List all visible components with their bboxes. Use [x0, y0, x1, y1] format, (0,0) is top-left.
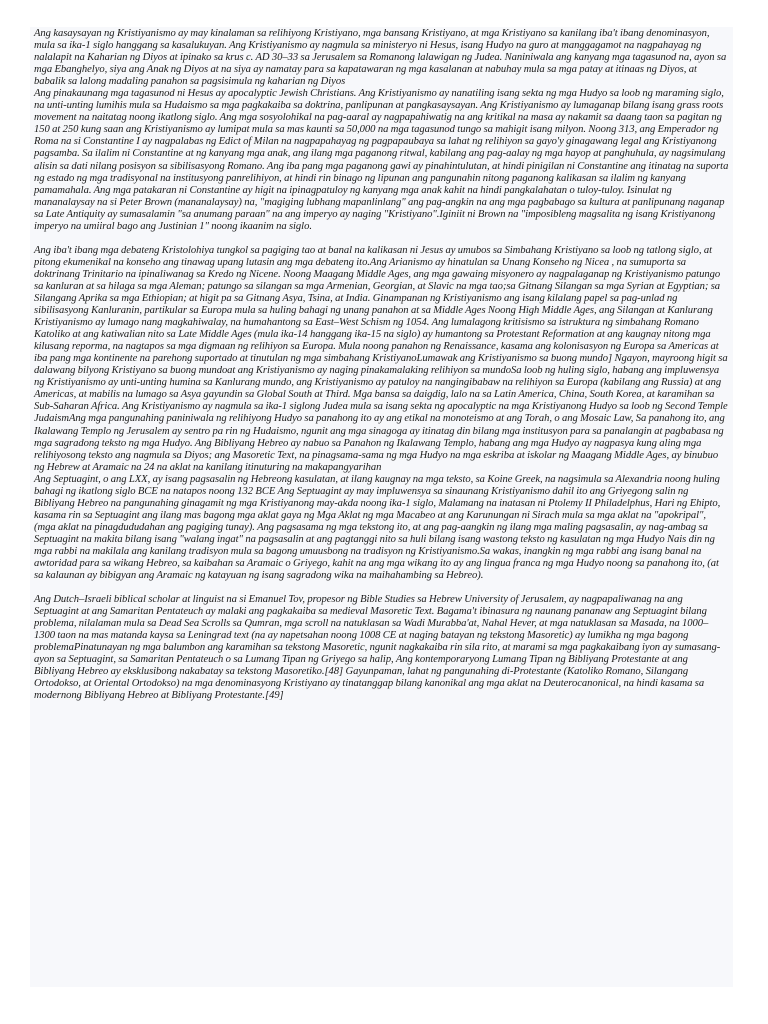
- paragraph-spacer: [34, 233, 729, 245]
- paragraph-early-followers: Ang pinakaunang mga tagasunod ni Hesus ay apocalyptic Jewish Christians. Ang Kristiyanismo ay nanatiling isang sekta ng mga Hudyo sa loob ng maraming siglo, na unti-unting lumihis mula sa Hudaismo sa mga pagkakaiba sa doktrina, panlipunan at pangkasaysayan. Ang Kristiyanismo ay lumaganap bilang isang grass roots movement na naitatag noong ikatlong siglo. Ang mga sosyolohikal na pag-aaral ay nagpapahiwatig na ang kritikal na masa ay nakamit sa daang taon sa pagitan ng 150 at 250 kung saan ang Kristiyanismo ay lumipat mula sa mas kaunti sa 50,000 na mga tagasunod tungo sa mahigit isang milyon. Noong 313, ang Emperador ng Roma na si Constantine I ay nagpalabas ng Edict of Milan na nagpapahayag ng pagpapaubaya sa lahat ng relihiyon sa gayo'y ginagawang legal ang Kristiyanong pagsamba. Sa ilalim ni Constantine at ng kanyang mga anak, ang ilang mga paganong ritwal, kabilang ang pag-aalay ng mga hayop at panghuhula, ay nagsimulang alisin sa dati nilang posisyon sa sibilisasyong Romano. Ang iba pang mga paganong gawi ay pinahintulutan, at hindi pinigilan ni Constantine ang itinatag na suporta ng estado ng mga tradisyonal na institusyong panrelihiyon, at hindi rin binago ng lipunan ang pangunahin nitong paganong kalikasan sa ilalim ng kanyang pamamahala. Ang mga patakaran ni Constantine ay higit na ipinagpatuloy ng kanyang mga anak kahit na hindi pangkalahatan o tuloy-tuloy. Isinulat ng mananalaysay na si Peter Brown (mananalaysay) na, "magiging lubhang mapanlinlang" ang pag-angkin na ang mga pagbabago sa kultura at panlipunang naganap sa Late Antiquity ay sumasalamin "sa anumang paraan" na ang imperyo ay naging "Kristiyano".Iginiit ni Brown na "imposibleng magsalita ng isang Kristiyanong imperyo na umiiral bago ang Justinian 1" noong ikaanim na siglo.: [34, 88, 729, 232]
- document-page: [30, 27, 733, 987]
- paragraph-christology-debates: Ang iba't ibang mga debateng Kristolohiya tungkol sa pagiging tao at banal na kalikasan ni Jesus ay umubos sa Simbahang Kristiyano sa loob ng tatlong siglo, at pitong ekumenikal na konseho ang tinawag upang lutasin ang mga debateng ito.Ang Arianismo ay hinatulan sa Unang Konseho ng Nicea , na sumuporta sa doktrinang Trinitario na ipinaliwanag sa Kredo ng Nicene. Noong Maagang Middle Ages, ang mga gawaing misyonero ay nagpalaganap ng Kristiyanismo patungo sa kanluran at sa hilaga sa mga Aleman; patungo sa silangan sa mga Armenian, Georgian, at Slavic na mga tao;sa Gitnang Silangan sa mga Syrian at Egyptian; sa Silangang Aprika sa mga Ethiopian; at higit pa sa Gitnang Asya, Tsina, at India. Ginampanan ng Kristiyanismo ang isang kilalang papel sa pag-unlad ng sibilisasyong Kanluranin, partikular sa Europa mula sa huling bahagi ng unang panahon at sa Middle Ages Noong High Middle Ages, ang Silangan at Kanlurang Kristiyanismo ay lumago nang magkahiwalay, na humahantong sa East–West Schism ng 1054. Ang lumalagong kritisismo sa istruktura ng simbahang Romano Katoliko at ang katiwalian nito sa Late Middle Ages (mula ika-14 hanggang ika-15 na siglo) ay humantong sa Protestant Reformation at ang kaugnay nitong mga kilusang reporma, na nagtapos sa mga digmaan ng relihiyon sa Europa. Mula noong panahon ng Renaissance, kasama ang kolonisasyon ng Europa sa Americas at iba pang mga kontinente na parehong suportado at tinutulan ng mga simbahang KristiyanoLumawak ang Kristiyanismo sa buong mundo] Ngayon, mayroong higit sa dalawang bilyong Kristiyano sa buong mundoat ang Kristiyanismo ay naging pinakamalaking relihiyon sa mundoSa loob ng huling siglo, habang ang impluwensya ng Kristiyanismo ay unti-unting humina sa Kanlurang mundo, ang Kristiyanismo ay patuloy na nangingibabaw na relihiyon sa Europa (kabilang ang Russia) at ang Americas, at mabilis na lumago sa Asya gayundin sa Global South at Third. Mga bansa sa daigdig, lalo na sa Latin America, China, South Korea, at karamihan sa Sub-Saharan Africa. Ang Kristiyanismo ay nagmula sa ika-1 siglong Judea mula sa isang sekta ng apocalyptic na mga Kristiyanong Hudyo sa loob ng Second Temple JudaismAng mga pangunahing paniniwala ng relihiyong Hudyo sa panahong ito ay ang etikal na monoteismo at ang Torah, o ang Mosaic Law, Sa panahong ito, ang Ikalawang Templo ng Jerusalem ay sentro pa rin ng Hudaismo, ngunit ang mga sinagoga ay itinatag din bilang mga institusyon para sa panalangin at pagbabasa ng mga sagradong teksto ng mga Hudyo. Ang Bibliyang Hebreo ay nabuo sa Panahon ng Ikalawang Templo, habang ang mga Hudyo ay nagpasya kung aling mga relihiyosong teksto ang nagmula sa Diyos; ang Masoretic Text, na pinagsama-sama ng mga Hudyo na mga eskriba at iskolar ng Maagang Middle Ages, ay binubuo ng Hebrew at Aramaic na 24 na aklat na kanilang itinuturing na makapangyarihan: [34, 244, 728, 473]
- paragraph-emanuel-tov: Ang Dutch–Israeli biblical scholar at linguist na si Emanuel Tov, propesor ng Bible Studies sa Hebrew University of Jerusalem, ay nagpapaliwanag na ang Septuagint at ang Samaritan Pentateuch ay malaki ang pagkakaiba sa medieval Masoretic Text. Bagama't ibinasura ng naunang pananaw ang Septuagint bilang problema, nilalaman mula sa Dead Sea Scrolls sa Qumran, mga scroll na natuklasan sa Wadi Murabba'at, Nahal Hever, at mga natuklasan sa Masada, na 1000–1300 taon na mas matanda kaysa sa Leningrad text (na ay napetsahan noong 1008 CE at naging batayan ng tekstong Masoretic) ay lumikha ng mga bagong problemaPinatunayan ng mga balumbon ang karamihan sa tekstong Masoretic, ngunit nagkakaiba rin sila rito, at marami sa mga pagkakaibang iyon ay sumasang-ayon sa Septuagint, sa Samaritan Pentateuch o sa Lumang Tipan ng Griyego sa halip, Ang kontemporaryong Lumang Tipan ng Bibliyang Protestante at ang Bibliyang Hebreo ay eksklusibong nakabatay sa tekstong Masoretiko.[48] Gayunpaman, lahat ng pangunahing di-Protestante (Katoliko Romano, Silangang Ortodokso, at Oriental Ortodokso) na mga denominasyong Kristiyano ay tinatanggap bilang kanonikal ang mga aklat na Deuterocanonical, na hindi kasama sa modernong Bibliyang Hebreo at Bibliyang Protestante.[49]: [34, 594, 721, 702]
- paragraph-septuagint: Ang Septuagint, o ang LXX, ay isang pagsasalin ng Hebreong kasulatan, at ilang kaugnay na mga teksto, sa Koine Greek, na nagsimula sa Alexandria noong huling bahagi ng ikatlong siglo BCE na natapos noong 132 BCE Ang Septuagint ay may impluwensya sa sinaunang Kristiyanismo dahil ito ang Griyegong salin ng Bibliyang Hebreo na pangunahing ginagamit ng mga Kristiyanong may-akda noong ika-1 siglo, Malamang na inatasan ni Ptolemy II Philadelphus, Hari ng Ehipto, kasama rin sa Septuagint ang ilang mas bagong mga aklat gaya ng Mga Aklat ng mga Macabeo at ang Karunungan ni Sirach mula sa mga aklat na "apokripal", (mga aklat na pinagdududahan ang pagiging tunay). Ang pagsasama ng mga tekstong ito, at ang pag-aangkin ng ilang mga maling pagsasalin, ay nag-ambag sa Septuagint na makita bilang isang "walang ingat" na pagsasalin at ang pagtanggi nito sa huli bilang isang wastong teksto ng kasulatan ng mga Hudyo Nais din ng mga rabbi na makilala ang kanilang tradisyon mula sa bagong umuusbong na tradisyon ng Kristiyanismo.Sa wakas, inangkin ng mga rabbi ang isang banal na awtoridad para sa wikang Hebreo, sa kaibahan sa Aramaic o Griyego, kahit na ang mga wikang ito ay ang lingua franca ng mga Hudyo noong sa panahong ito, (at sa kalaunan ay bibigyan ang Aramaic ng katayuan ng isang sagradong wika na maihahambing sa Hebreo).: [34, 473, 721, 582]
- paragraph-spacer: [34, 582, 729, 594]
- paragraph-history-intro: Ang kasaysayan ng Kristiyanismo ay may kinalaman sa relihiyong Kristiyano, mga bansang Kristiyano, at mga Kristiyano sa kanilang iba't ibang denominasyon, mula sa ika-1 siglo hanggang sa kasalukuyan. Ang Kristiyanismo ay nagmula sa ministeryo ni Hesus, isang Hudyo na guro at manggagamot na nagpahayag ng nalalapit na Kaharian ng Diyos at ipinako sa krus c. AD 30–33 sa Jerusalem sa Romanong lalawigan ng Judea. Naniniwala ang kanyang mga tagasunod na, ayon sa mga Ebanghelyo, siya ang Anak ng Diyos at na siya ay namatay para sa kapatawaran ng mga kasalanan at nabuhay mula sa mga patay at itinaas ng Diyos, at babalik sa lalong madaling panahon sa pagsisimula ng kaharian ng Diyos: [34, 28, 727, 88]
